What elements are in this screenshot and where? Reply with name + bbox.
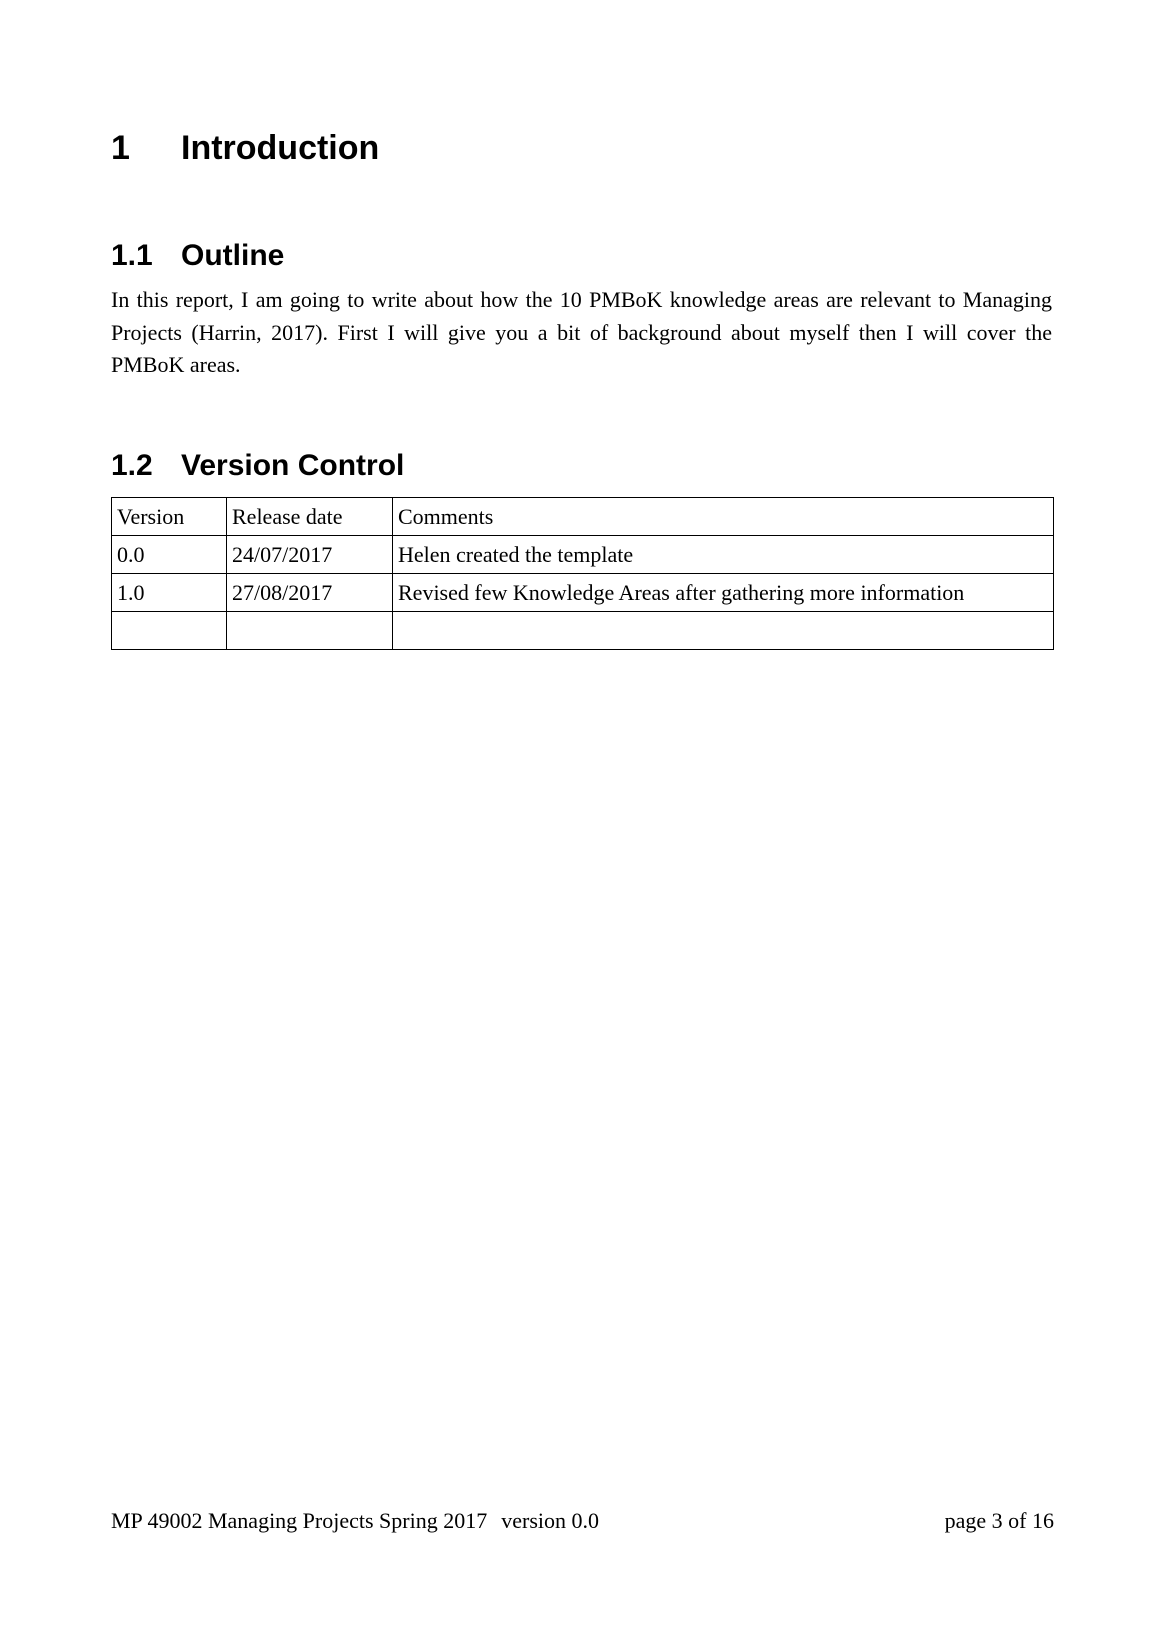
header-cell-version: Version — [112, 498, 227, 536]
version-control-table — [111, 497, 1054, 650]
subsection-title: Version Control — [181, 449, 405, 482]
cell-release-date: 27/08/2017 — [227, 574, 393, 612]
outline-paragraph: In this report, I am going to write about how the 10 PMBoK knowledge areas are relevant to Managing Projects (Harrin, 2017). First I will give you a bit of background about myself then I will cover the PMBoK areas. — [111, 287, 1052, 377]
subsection-heading-outline — [111, 238, 284, 274]
header-cell-release-date: Release date — [227, 498, 393, 536]
table-row — [112, 612, 1054, 650]
subsection-title: Outline — [181, 239, 285, 272]
subsection-number: 1.1 — [111, 239, 153, 272]
table-row — [112, 574, 1054, 612]
footer-document-label: MP 49002 Managing Projects Spring 2017 — [111, 1508, 488, 1533]
cell-version: 0.0 — [112, 536, 227, 574]
cell-version: 1.0 — [112, 574, 227, 612]
cell-version — [112, 612, 227, 650]
cell-release-date — [227, 612, 393, 650]
cell-comments — [393, 612, 1054, 650]
cell-comments: Helen created the template — [393, 536, 1054, 574]
subsection-heading-version-control — [111, 448, 404, 484]
header-cell-comments: Comments — [393, 498, 1054, 536]
cell-comments: Revised few Knowledge Areas after gathering more information — [393, 574, 1054, 612]
section-number: 1 — [111, 129, 130, 167]
footer-left — [111, 1507, 599, 1535]
table-row — [112, 536, 1054, 574]
section-title: Introduction — [181, 129, 380, 167]
table-header-row — [112, 498, 1054, 536]
subsection-number: 1.2 — [111, 449, 153, 482]
footer-page-number: page 3 of 16 — [944, 1508, 1054, 1533]
cell-release-date: 24/07/2017 — [227, 536, 393, 574]
footer-version-label: version 0.0 — [501, 1508, 599, 1533]
section-heading-introduction — [111, 128, 379, 168]
